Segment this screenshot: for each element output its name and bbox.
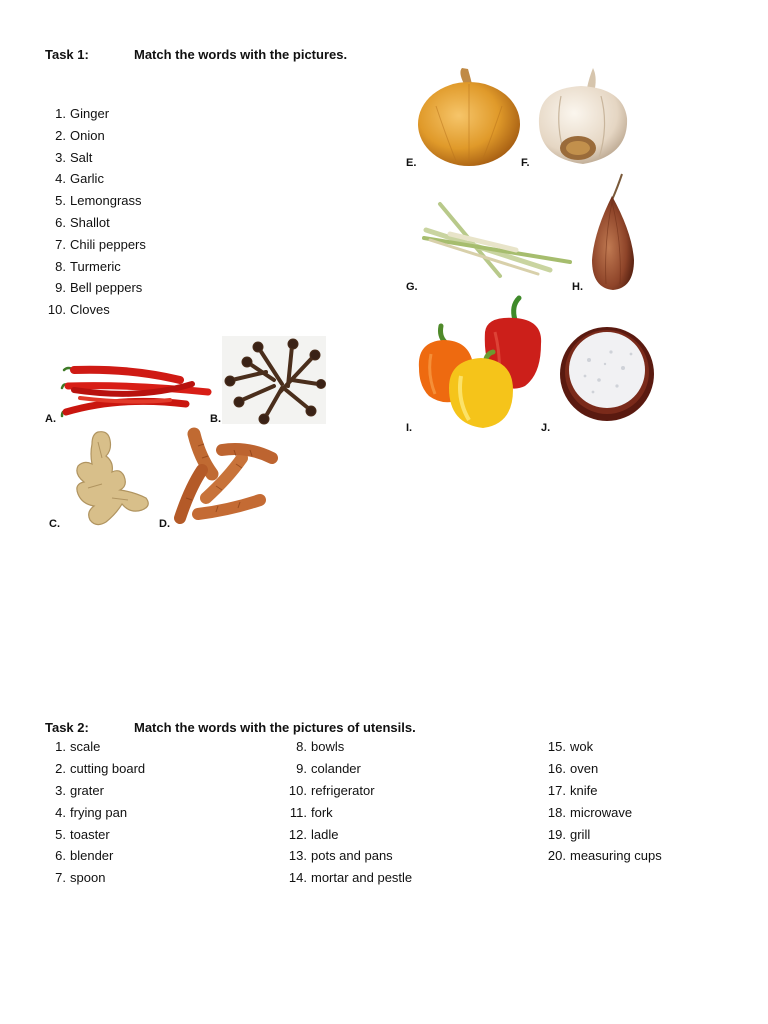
item-number: 11.: [289, 804, 307, 820]
item-number: 5.: [55, 826, 66, 842]
list-item: [546, 780, 746, 802]
list-item: [46, 802, 266, 824]
picture-label-f: F.: [521, 157, 530, 169]
item-number: 7.: [55, 870, 66, 886]
item-number: 3.: [55, 782, 66, 798]
item-word: colander: [311, 760, 361, 776]
item-number: 17.: [547, 782, 566, 798]
list-item: [46, 190, 246, 212]
item-number: 6.: [55, 848, 66, 864]
list-item: [546, 824, 746, 846]
item-word: bowls: [311, 739, 345, 754]
picture-label-g: G.: [406, 281, 418, 293]
onion-icon: [416, 66, 522, 168]
item-word: Chili peppers: [70, 236, 146, 252]
item-number: 8.: [296, 739, 307, 754]
list-item: [546, 802, 746, 824]
item-word: refrigerator: [311, 782, 375, 798]
item-number: 18.: [547, 804, 566, 820]
list-item: [287, 736, 507, 758]
item-number: 9.: [55, 280, 66, 296]
list-item: [46, 125, 246, 147]
task1-instruction: Match the words with the pictures.: [134, 47, 348, 62]
task1-word-list: [46, 103, 246, 321]
picture-label-a: A.: [45, 413, 56, 425]
item-number: 2.: [55, 127, 66, 143]
list-item: [46, 277, 246, 299]
item-number: 10.: [47, 302, 66, 318]
item-word: Cloves: [70, 302, 110, 318]
picture-label-c: C.: [49, 518, 60, 530]
task2-label: Task 2:: [45, 720, 89, 735]
item-number: 6.: [55, 214, 66, 230]
list-item: [287, 802, 507, 824]
item-word: scale: [70, 739, 101, 754]
list-item: [46, 736, 266, 758]
item-number: 5.: [55, 193, 66, 209]
picture-label-b: B.: [210, 413, 221, 425]
item-word: wok: [570, 739, 594, 754]
item-word: blender: [70, 848, 114, 864]
bell-peppers-icon: [415, 296, 545, 432]
list-item: [46, 212, 246, 234]
item-word: Bell peppers: [70, 280, 143, 296]
task2-word-list-col3: [546, 736, 746, 867]
item-word: cutting board: [70, 760, 146, 776]
item-word: knife: [570, 782, 598, 798]
item-word: measuring cups: [570, 848, 662, 864]
item-word: Lemongrass: [70, 193, 142, 209]
item-number: 16.: [547, 760, 566, 776]
shallot-icon: [588, 172, 638, 292]
list-item: [46, 234, 246, 256]
picture-label-j: J.: [541, 422, 551, 434]
item-number: 1.: [55, 106, 66, 121]
item-word: spoon: [70, 870, 106, 886]
item-number: 1.: [55, 739, 66, 754]
item-word: microwave: [570, 804, 633, 820]
item-number: 4.: [55, 171, 66, 187]
list-item: [287, 867, 507, 889]
item-number: 4.: [55, 804, 66, 820]
list-item: [46, 758, 266, 780]
picture-label-e: E.: [406, 157, 417, 169]
picture-label-h: H.: [572, 281, 583, 293]
garlic-icon: [531, 66, 631, 166]
list-item: [46, 299, 246, 321]
chili-peppers-icon: [60, 360, 210, 422]
turmeric-icon: [172, 428, 278, 528]
item-number: 15.: [547, 739, 566, 754]
task1-label: Task 1:: [45, 47, 89, 62]
item-number: 13.: [288, 848, 307, 864]
list-item: [46, 845, 266, 867]
item-word: Turmeric: [70, 258, 121, 274]
list-item: [46, 780, 266, 802]
picture-label-d: D.: [159, 518, 170, 530]
list-item: [546, 845, 746, 867]
item-number: 20.: [547, 848, 566, 864]
list-item: [46, 867, 266, 889]
item-word: fork: [311, 804, 333, 820]
item-word: oven: [570, 760, 599, 776]
task2-word-list-col1: [46, 736, 266, 889]
item-number: 8.: [55, 258, 66, 274]
item-word: toaster: [70, 826, 110, 842]
item-word: Ginger: [70, 106, 110, 121]
item-number: 10.: [288, 782, 307, 798]
item-number: 7.: [55, 236, 66, 252]
list-item: [546, 736, 746, 758]
item-word: frying pan: [70, 804, 128, 820]
ginger-icon: [68, 428, 152, 528]
item-word: grill: [570, 826, 591, 842]
cloves-icon: [222, 336, 326, 424]
item-word: Garlic: [70, 171, 104, 187]
list-item: [46, 256, 246, 278]
list-item: [46, 168, 246, 190]
item-number: 3.: [55, 149, 66, 165]
list-item: [46, 103, 246, 125]
item-word: Onion: [70, 127, 105, 143]
item-word: pots and pans: [311, 848, 393, 864]
list-item: [287, 758, 507, 780]
item-number: 2.: [55, 760, 66, 776]
item-number: 19.: [547, 826, 566, 842]
item-word: ladle: [311, 826, 339, 842]
item-word: Salt: [70, 149, 93, 165]
picture-label-i: I.: [406, 422, 413, 434]
list-item: [287, 780, 507, 802]
item-number: 9.: [296, 760, 307, 776]
item-word: grater: [70, 782, 104, 798]
item-number: 12.: [288, 826, 307, 842]
item-word: Shallot: [70, 214, 110, 230]
list-item: [46, 824, 266, 846]
task2-instruction: Match the words with the pictures of utensils.: [134, 720, 416, 735]
list-item: [546, 758, 746, 780]
task2-word-list-col2: [287, 736, 507, 889]
salt-icon: [559, 324, 655, 422]
lemongrass-icon: [420, 200, 572, 292]
list-item: [46, 147, 246, 169]
list-item: [287, 824, 507, 846]
item-word: mortar and pestle: [311, 870, 413, 886]
item-number: 14.: [288, 870, 307, 886]
list-item: [287, 845, 507, 867]
